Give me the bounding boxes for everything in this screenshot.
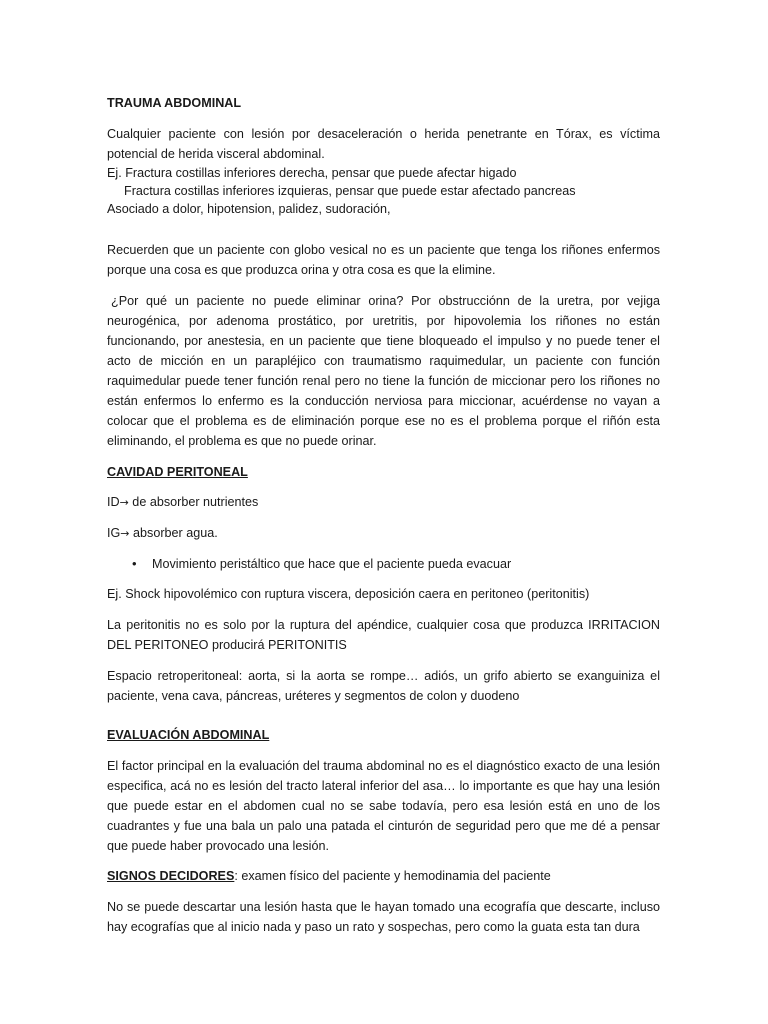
section-heading-cavidad: CAVIDAD PERITONEAL bbox=[107, 465, 248, 479]
bullet-text: Movimiento peristáltico que hace que el paciente pueda evacuar bbox=[152, 557, 512, 571]
document-title: TRAUMA ABDOMINAL bbox=[107, 96, 242, 110]
example-right-ribs: Ej. Fractura costillas inferiores derecha, pensar que puede afectar higado bbox=[107, 166, 517, 180]
example-left-ribs: Fractura costillas inferiores izquieras, pensar que puede estar afectado pancreas bbox=[124, 184, 576, 198]
section-heading-evaluacion: EVALUACIÓN ABDOMINAL bbox=[107, 728, 270, 742]
evaluation-paragraph: El factor principal en la evaluación del trauma abdominal no es el diagnóstico exacto de una lesión especifica, acá no es lesión del tracto lateral inferior del asa… lo importante es que hay una lesión que puede estar en el abdomen cual no se sabe todavía, pero esa lesión está en uno de los cuadrantes y fue una bala un palo una patada el cinturón de seguridad pero que me dé a pensar que puede haber provocado una lesión. bbox=[107, 759, 660, 853]
id-line bbox=[107, 492, 660, 513]
document-page bbox=[107, 93, 660, 937]
intro-paragraph: Cualquier paciente con lesión por desaceleración o herida penetrante en Tórax, es víctima potencial de herida visceral abdominal. bbox=[107, 127, 660, 161]
arrow-right-icon: → bbox=[120, 527, 130, 540]
id-text: de absorber nutrientes bbox=[128, 495, 259, 509]
associated-symptoms: Asociado a dolor, hipotension, palidez, sudoración, bbox=[107, 202, 391, 216]
id-label: ID bbox=[107, 495, 120, 509]
retroperitoneal-paragraph: Espacio retroperitoneal: aorta, si la aorta se rompe… adiós, un grifo abierto se exanguiniza el paciente, vena cava, páncreas, uréteres y segmentos de colon y duodeno bbox=[107, 669, 660, 703]
bullet-icon: • bbox=[132, 556, 137, 571]
ig-text: absorber agua. bbox=[129, 526, 218, 540]
shock-example: Ej. Shock hipovolémico con ruptura viscera, deposición caera en peritoneo (peritonitis) bbox=[107, 587, 590, 601]
why-no-urine-paragraph: ¿Por qué un paciente no puede eliminar orina? Por obstrucciónn de la uretra, por vejiga neurogénica, por adenoma prostático, por uretritis, por hipovolemia los riñones no están funcionando, por anestesia, en un paciente que tiene bloqueado el impulso y no puede tener el acto de micción en un parapléjico con traumatismo raquimedular, un paciente con función raquimedular puede tener función renal pero no tiene la función de miccionar pero los riñones no están enfermos lo enfermo es la conducción nerviosa para miccionar, acuérdense no vayan a colocar que el problema es de eliminación porque ese no es el problema porque el riñón esta eliminando, el problema es que no puede orinar. bbox=[107, 294, 660, 448]
signos-text: : examen físico del paciente y hemodinamia del paciente bbox=[234, 869, 551, 883]
arrow-right-icon: → bbox=[119, 496, 129, 509]
ig-line bbox=[107, 523, 660, 544]
peritonitis-paragraph: La peritonitis no es solo por la ruptura del apéndice, cualquier cosa que produzca IRRITACION DEL PERITONEO producirá PERITONITIS bbox=[107, 618, 660, 652]
signos-label: SIGNOS DECIDORES bbox=[107, 869, 235, 883]
signos-line bbox=[107, 866, 660, 886]
globo-vesical-paragraph: Recuerden que un paciente con globo vesical no es un paciente que tenga los riñones enfermos porque una cosa es que produzca orina y otra cosa es que la elimine. bbox=[107, 243, 660, 277]
list-item bbox=[107, 554, 660, 574]
ig-label: IG bbox=[107, 526, 121, 540]
descartar-paragraph: No se puede descartar una lesión hasta que le hayan tomado una ecografía que descarte, incluso hay ecografías que al inicio nada y paso un rato y sospechas, pero como la guata esta tan dura bbox=[107, 900, 660, 934]
